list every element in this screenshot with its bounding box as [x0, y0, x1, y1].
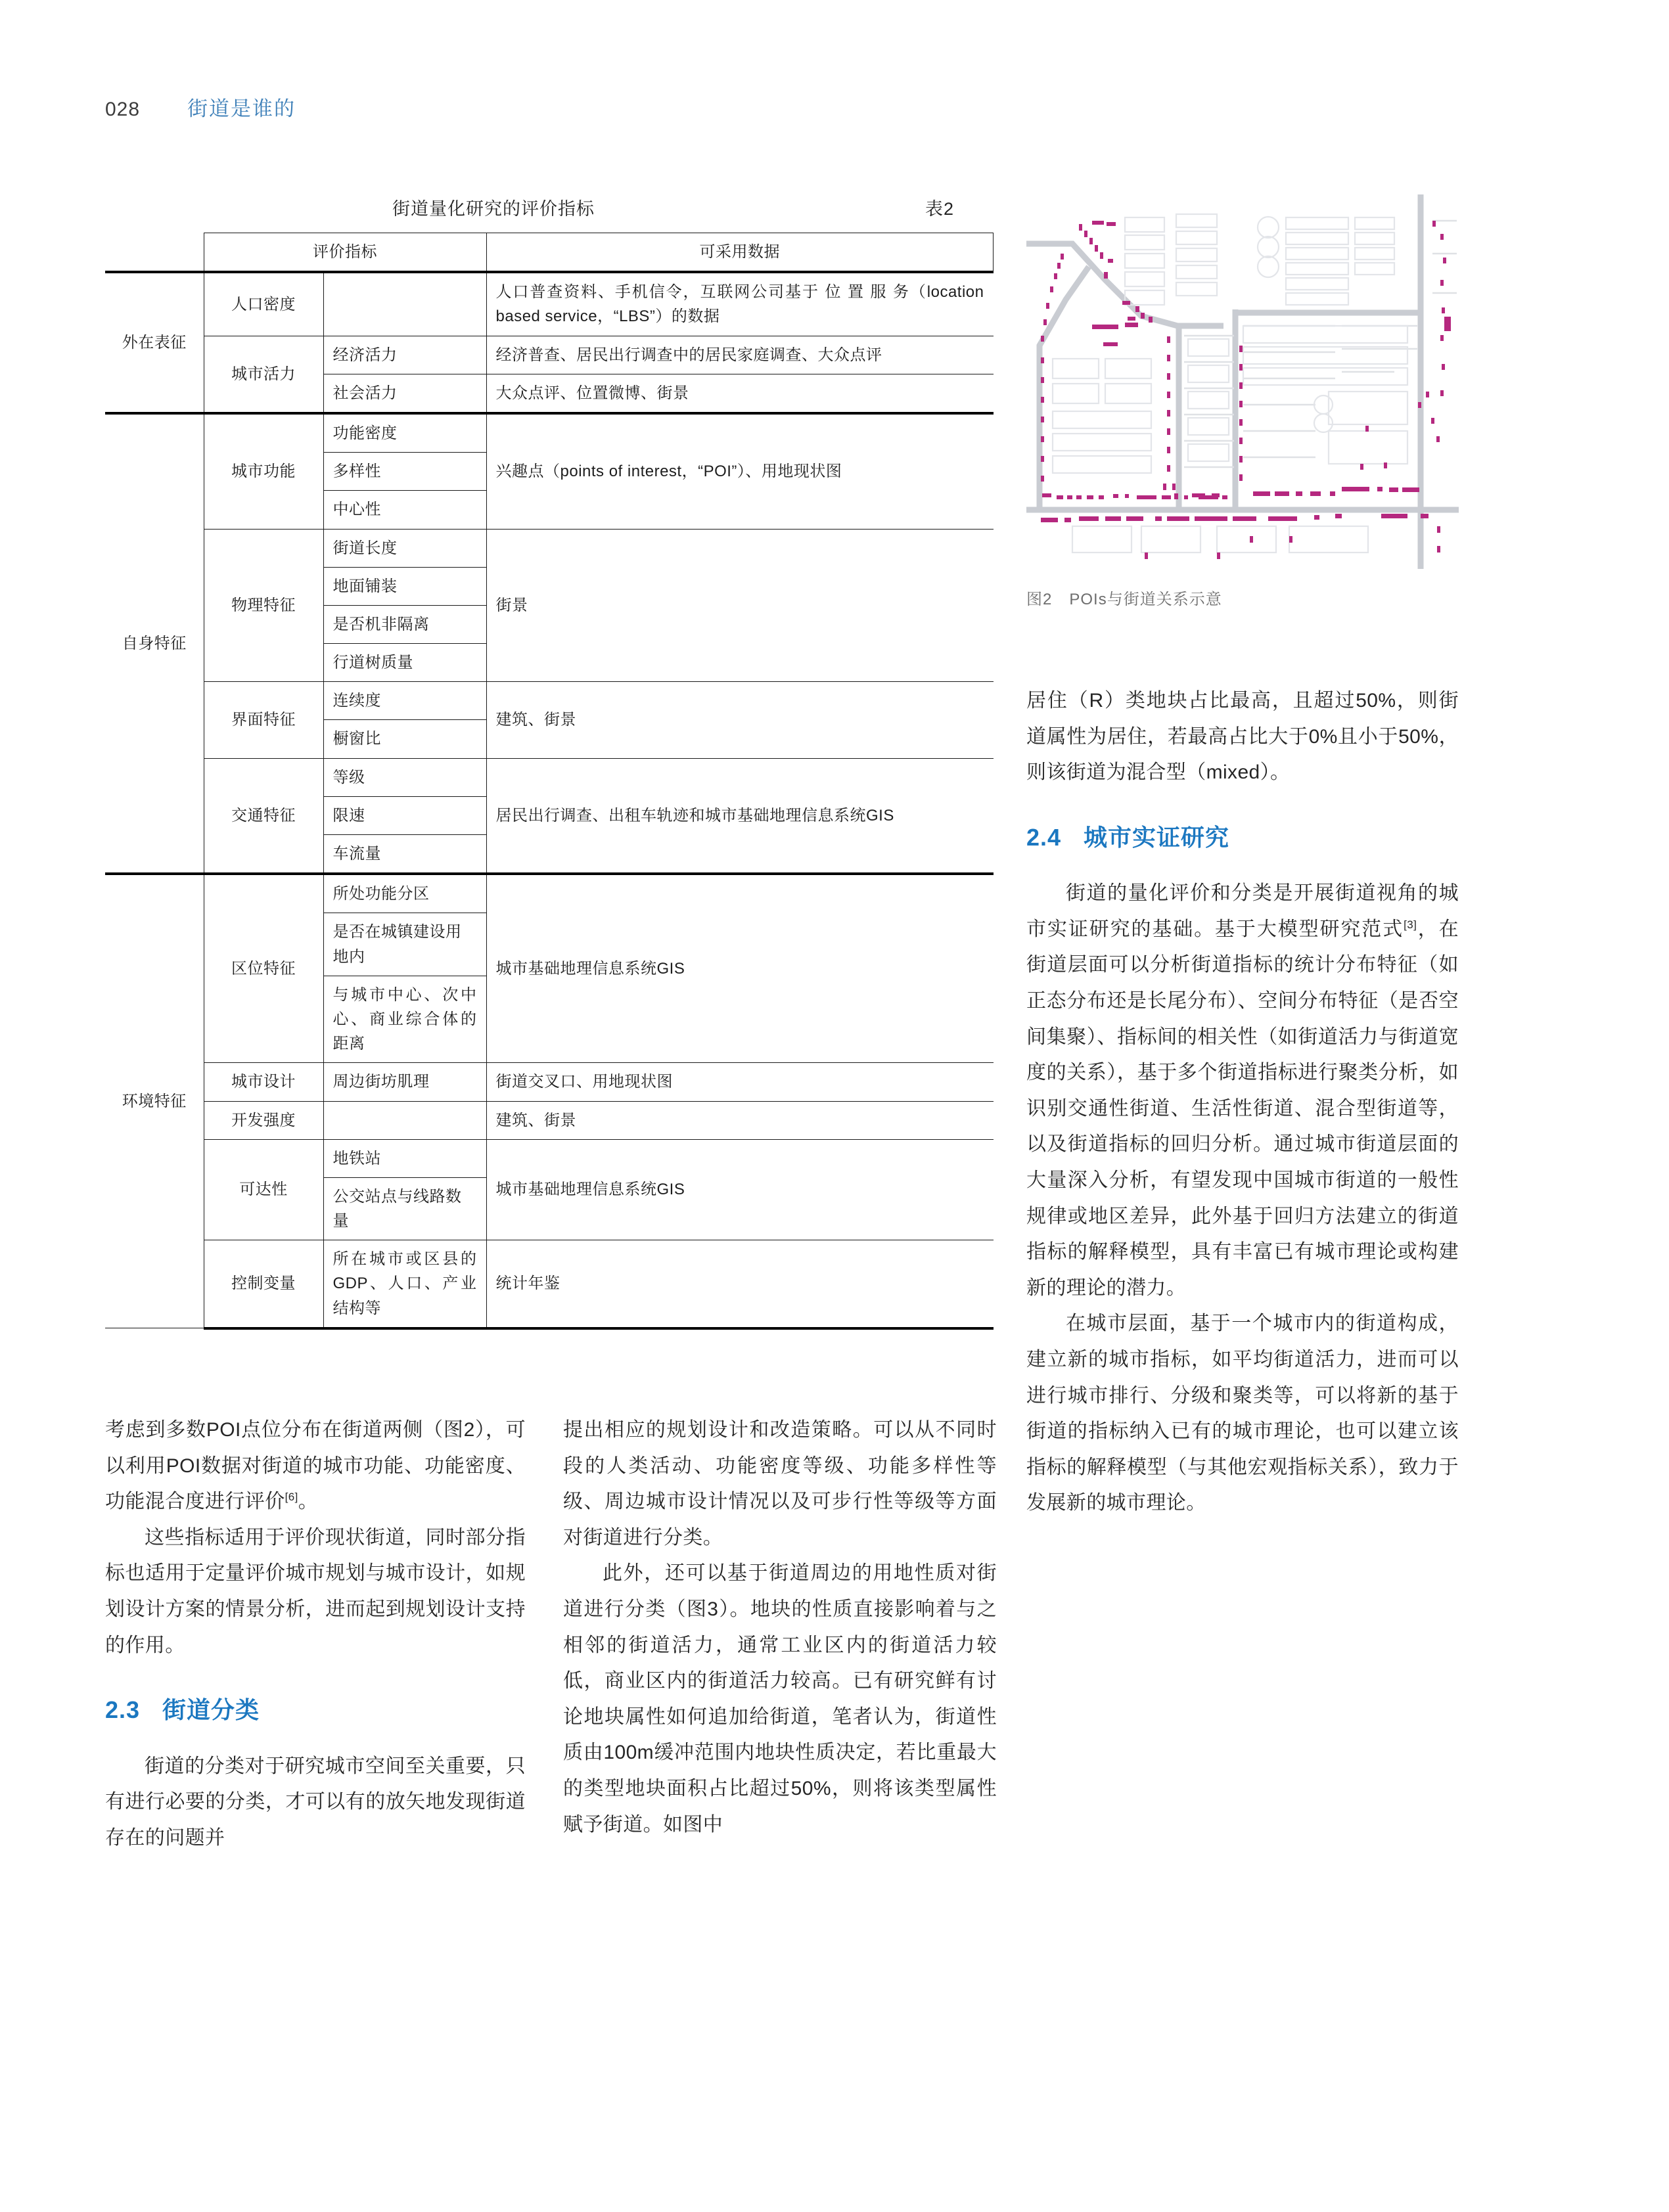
paragraph: 在城市层面，基于一个城市内的街道构成，建立新的城市指标，如平均街道活力，进而可以进行城市排行、分级和聚类等，可以将新的基于街道的指标纳入已有的城市理论，也可以建立该指标的解释模型（与其他宏观指标关系），致力于发展新的城市理论。 — [1026, 1313, 1459, 1514]
table-row — [105, 758, 994, 796]
data-source: 经济普查、居民出行调查中的居民家庭调查、大众点评 — [486, 336, 994, 374]
indicator-label: 车流量 — [323, 835, 486, 874]
map-svg — [1026, 194, 1459, 569]
indicator-label: 功能密度 — [323, 413, 486, 453]
indicator-label: 经济活力 — [323, 336, 486, 374]
data-source: 居民出行调查、出租车轨迹和城市基础地理信息系统GIS — [486, 758, 994, 874]
section-title: 街道分类 — [162, 1696, 260, 1724]
figure-block — [1026, 194, 1459, 609]
indicator-label: 是否机非隔离 — [323, 605, 486, 643]
section-heading-2-3 — [105, 1688, 526, 1732]
paragraph-part: ，在街道层面可以分析街道指标的统计分布特征（如正态分布还是长尾分布）、空间分布特征（是否空间集聚）、指标间的相关性（如街道活力与街道宽度的关系），基于多个街道指标进行聚类分析，如识别交通性街道、生活性街道、混合型街道等，以及街道指标的回归分析。通过城市街道层面的大量深入分析，有望发现中国城市街道的一般性规律或地区差异，此外基于回归方法建立的街道指标的解释模型，具有丰富已有城市理论或构建新的理论的潜力。 — [1026, 918, 1459, 1299]
figure-caption-text: POIs与街道关系示意 — [1069, 591, 1222, 608]
group-label: 外在表征 — [105, 272, 204, 413]
indicator-label: 中心性 — [323, 491, 486, 529]
data-source: 建筑、街景 — [486, 682, 994, 758]
table-row — [105, 682, 994, 720]
category-label: 城市活力 — [204, 336, 323, 413]
paragraph-part: 。 — [298, 1491, 319, 1513]
table-row — [105, 1063, 994, 1101]
paragraph: 居住（R）类地块占比最高，且超过50%，则街道属性为居住，若最高占比大于0%且小于50%，则该街道为混合型（mixed）。 — [1026, 690, 1459, 784]
data-source: 建筑、街景 — [486, 1101, 994, 1139]
indicator-label: 等级 — [323, 758, 486, 796]
poi-street-map-image — [1026, 194, 1459, 569]
indicator-label: 行道树质量 — [323, 644, 486, 682]
indicator-label — [323, 272, 486, 336]
indicator-label: 与城市中心、次中心、商业综合体的距离 — [323, 976, 486, 1063]
page-folio: 028 — [105, 99, 141, 120]
category-label: 界面特征 — [204, 682, 323, 758]
data-source: 统计年鉴 — [486, 1240, 994, 1328]
table-row — [105, 1240, 994, 1328]
table-row — [105, 1139, 994, 1177]
table-row — [105, 1101, 994, 1139]
indicator-label: 多样性 — [323, 453, 486, 491]
section-number: 2.4 — [1026, 823, 1062, 851]
reference-marker: [3] — [1404, 918, 1417, 931]
indicator-label: 限速 — [323, 796, 486, 834]
table-number: 表2 — [925, 199, 954, 219]
paragraph-part: 考虑到多数POI点位分布在街道两侧（图2），可以利用POI数据对街道的城市功能、功能密度、功能混合度进行评价 — [105, 1419, 526, 1513]
table-caption — [105, 194, 994, 233]
section-number: 2.3 — [105, 1696, 141, 1724]
category-label: 控制变量 — [204, 1240, 323, 1328]
category-label: 可达性 — [204, 1139, 323, 1240]
paragraph: 此外，还可以基于街道周边的用地性质对街道进行分类（图3）。地块的性质直接影响着与之相邻的街道活力，通常工业区内的街道活力较低，商业区内的街道活力较高。已有研究鲜有讨论地块属性如何追加给街道，笔者认为，街道性质由100m缓冲范围内地块性质决定，若比重最大的类型地块面积占比超过50%，则将该类型属性赋予街道。如图中 — [563, 1562, 997, 1836]
book-title: 街道是谁的 — [187, 97, 296, 120]
section-title: 城市实证研究 — [1084, 823, 1230, 851]
table-header-row — [105, 233, 994, 273]
data-source: 兴趣点（points of interest，“POI”）、用地现状图 — [486, 413, 994, 529]
indicator-label: 所在城市或区县的GDP、人口、产业结构等 — [323, 1240, 486, 1328]
body-column-right — [1026, 683, 1459, 1522]
table-row — [105, 336, 994, 374]
category-label: 城市设计 — [204, 1063, 323, 1101]
group-label: 环境特征 — [105, 874, 204, 1328]
category-label: 物理特征 — [204, 529, 323, 682]
data-source: 城市基础地理信息系统GIS — [486, 1139, 994, 1240]
category-label: 开发强度 — [204, 1101, 323, 1139]
indicator-label: 公交站点与线路数量 — [323, 1177, 486, 1240]
paragraph: 这些指标适用于评价现状街道，同时部分指标也适用于定量评价城市规划与城市设计，如规划设计方案的情景分析，进而起到规划设计支持的作用。 — [105, 1526, 526, 1656]
table-row — [105, 874, 994, 913]
table-title: 街道量化研究的评价指标 — [392, 199, 595, 219]
indicator-label: 街道长度 — [323, 529, 486, 567]
section-heading-2-4 — [1026, 816, 1459, 859]
data-source: 人口普查资料、手机信令，互联网公司基于 位 置 服 务（location based service，“LBS”）的数据 — [486, 272, 994, 336]
paragraph — [105, 1412, 526, 1520]
figure-caption — [1026, 586, 1459, 609]
figure-number: 图2 — [1026, 591, 1053, 608]
evaluation-index-table — [105, 233, 994, 1330]
indicator-label: 所处功能分区 — [323, 874, 486, 913]
body-column-left — [105, 1412, 526, 1856]
indicator-label: 社会活力 — [323, 374, 486, 413]
indicator-label: 周边街坊肌理 — [323, 1063, 486, 1101]
table-row — [105, 529, 994, 567]
indicator-label — [323, 1101, 486, 1139]
paragraph-part: 街道的量化评价和分类是开展街道视角的城市实证研究的基础。基于大模型研究范式 — [1026, 882, 1459, 940]
category-label: 城市功能 — [204, 413, 323, 529]
category-label: 交通特征 — [204, 758, 323, 874]
indicator-label: 地面铺装 — [323, 567, 486, 605]
table-header-corner — [105, 233, 204, 273]
table-block — [105, 194, 994, 1330]
indicator-label: 橱窗比 — [323, 720, 486, 758]
category-label: 区位特征 — [204, 874, 323, 1063]
indicator-label: 地铁站 — [323, 1139, 486, 1177]
group-label: 自身特征 — [105, 413, 204, 874]
data-source: 大众点评、位置微博、街景 — [486, 374, 994, 413]
table-row — [105, 413, 994, 453]
category-label: 人口密度 — [204, 272, 323, 336]
table-header-indicator: 评价指标 — [204, 233, 486, 273]
paragraph: 街道的分类对于研究城市空间至关重要，只有进行必要的分类，才可以有的放矢地发现街道存在的问题并 — [105, 1755, 526, 1849]
table-header-data: 可采用数据 — [486, 233, 994, 273]
indicator-label: 连续度 — [323, 682, 486, 720]
reference-marker: [6] — [285, 1491, 298, 1504]
data-source: 街道交叉口、用地现状图 — [486, 1063, 994, 1101]
table-row — [105, 272, 994, 336]
data-source: 街景 — [486, 529, 994, 682]
indicator-label: 是否在城镇建设用地内 — [323, 913, 486, 976]
body-column-middle — [563, 1412, 997, 1843]
running-head — [105, 92, 296, 122]
data-source: 城市基础地理信息系统GIS — [486, 874, 994, 1063]
paragraph — [1026, 876, 1459, 1306]
paragraph: 提出相应的规划设计和改造策略。可以从不同时段的人类活动、功能密度等级、功能多样性等级、周边城市设计情况以及可步行性等级等方面对街道进行分类。 — [563, 1419, 997, 1548]
